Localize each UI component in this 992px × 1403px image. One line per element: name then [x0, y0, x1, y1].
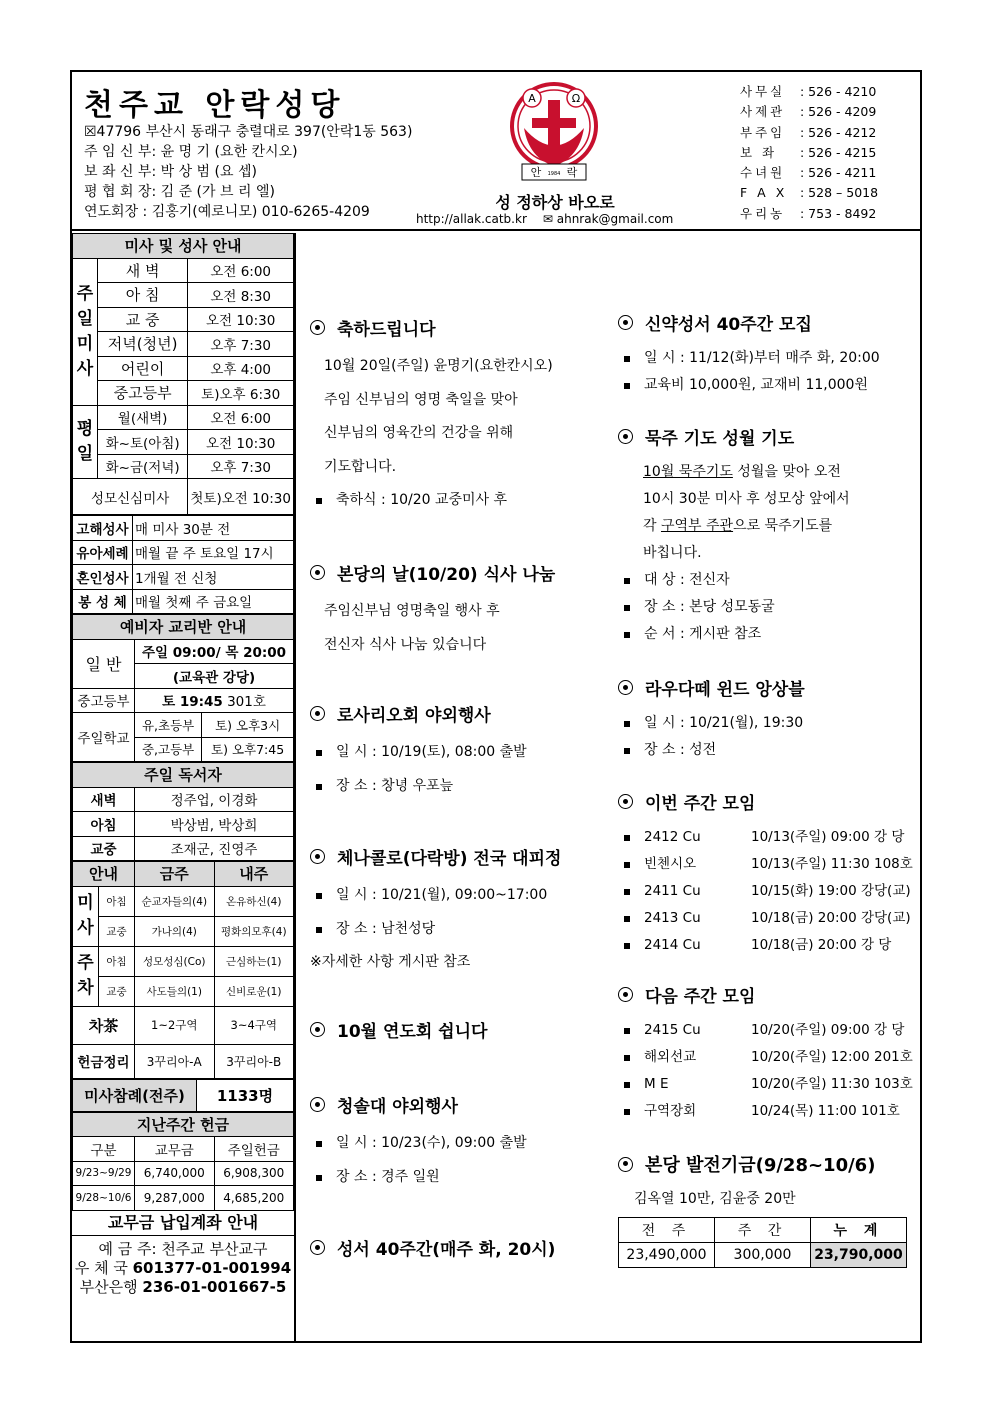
assistant-priest: 보 좌 신 부: 박 상 범 (요 셉)	[84, 164, 257, 180]
parish-title: 천주교 안락성당	[84, 88, 346, 123]
next-week-section: 다음 주간 모임 2415 Cu 10/20(주일) 09:00 강 당 해외선교 10/20(주일) 12:00 201호 M E 10/20(주일) 11:30 103호 구역장회 10/24(목) 11:00 101호	[618, 982, 914, 1125]
bullet-icon	[310, 849, 325, 864]
bullet-icon	[618, 794, 633, 809]
bullet-icon	[618, 315, 633, 330]
meal-section: 본당의 날(10/20) 식사 나눔 주임신부님 영명축일 행사 후 전신자 식사 나눔 있습니다	[310, 560, 555, 662]
header	[72, 72, 920, 231]
parish-info	[84, 122, 412, 222]
sacrament-table: 고해성사 매 미사 30분 전 유아세례 매월 끝 주 토요일 17시 혼인성사 1개월 전 신청 봉 성 체 매월 첫째 주 금요일	[72, 515, 294, 614]
congrats-section: 축하드립니다 10월 20일(주일) 윤명기(요한칸시오) 주임 신부님의 영명 축일을 맞아 신부님의 영육간의 건강을 위해 기도합니다. 축하식 : 10/20 교중미사 후	[310, 315, 553, 518]
account-info: 교무금 납입계좌 안내 예 금 주: 천주교 부산교구 우 체 국 601377-01-001994 부산은행 236-01-001667-5	[72, 1211, 294, 1297]
phone-list: 사무실 : 526 - 4210 사제관 : 526 - 4209 부주임 : 526 - 4212 보 좌 : 526 - 4215 수녀원 : 526 - 4211 F A X : 528 – 5018 우리농 : 753 - 8492	[740, 84, 879, 221]
yeondo-leader: 연도회장 : 김홍기(예로니모) 010-6265-4209	[84, 204, 370, 220]
mass-schedule-table: 미사 및 성사 안내 주일미사 새 벽 오전 6:00 아 침 오전 8:30 교 중 오전 10:30 저녁(청년) 오후 7:30 어린이 오후 4:00 중고등부 토)오후 6:30 평일 월(새벽) 오전 6:00 화~토(아침) 오전 10:30 화~금(저녁) 오후 7:30 성모신심미사 첫토)오전 10:30	[72, 233, 294, 515]
logo-year: 1984	[547, 171, 561, 177]
readers-table: 주일 독서자 새벽 정주업, 이경화 아침 박상범, 박상희 교중 조재군, 진영주	[72, 762, 294, 861]
bullet-icon	[618, 987, 633, 1002]
youth-section: 청솔대 야외행사 일 시 : 10/23(수), 09:00 출발 장 소 : 경주 일원	[310, 1092, 527, 1194]
this-week-section: 이번 주간 모임 2412 Cu 10/13(주일) 09:00 강 당 빈첸시오 10/13(주일) 11:30 108호 2411 Cu 10/15(화) 19:00 강당(교) 2413 Cu 10/18(금) 20:00 강당(교) 2414 Cu 10/18(금) 20:00 강 당	[618, 789, 914, 959]
rosary-section: 로사리오회 야외행사 일 시 : 10/19(토), 08:00 출발 장 소 : 창녕 우포늪	[310, 701, 527, 803]
pastor: 주 임 신 부: 윤 명 기 (요한 칸시오)	[84, 144, 298, 160]
bullet-icon	[618, 429, 633, 444]
offering-table: 지난주간 헌금 구분 교무금 주일헌금 9/23~9/29 6,740,000 6,908,300 9/28~10/6 9,287,000 4,685,200	[72, 1112, 294, 1211]
duty-table: 안내 금주 내주 미사 아침 순교자들의(4) 온유하신(4) 교중 가나의(4) 평화의모후(4) 주차 아침 성모성심(Co) 근심하는(1) 교중 사도들의(1) 신비로운(1) 차茶 1~2구역 3~4구역 헌금정리 3꾸리아-A 3꾸리아-B	[72, 861, 294, 1079]
bible-section: 성서 40주간(매주 화, 20시)	[310, 1235, 555, 1270]
website-link[interactable]: http://allak.catb.kr	[416, 212, 527, 226]
sidebar	[72, 233, 296, 1341]
bullet-icon	[310, 706, 325, 721]
logo-right-text: 락	[566, 166, 578, 179]
bullet-icon	[310, 1097, 325, 1112]
email-link[interactable]: ✉ ahnrak@gmail.com	[542, 212, 674, 226]
bulletin-frame	[70, 70, 922, 1343]
rosary-month-section: 묵주 기도 성월 기도 10월 묵주기도 성월을 맞아 오전 10시 30분 미사 후 성모상 앞에서 각 구역부 주관으로 묵주기도를 바칩니다. 대 상 : 전신자 장 소 : 본당 성모동굴 순 서 : 게시판 참조	[618, 424, 850, 648]
attendance-table: 미사참례(전주) 1133명	[72, 1079, 294, 1112]
main-content	[298, 233, 920, 1341]
bullet-icon	[618, 1157, 633, 1172]
cenacle-section: 체나콜로(다락방) 전국 대피정 일 시 : 10/21(월), 09:00~17:00 장 소 : 남천성당 ※자세한 사항 게시판 참조	[310, 849, 562, 970]
patron-saint: 성 정하상 바오로	[495, 193, 615, 212]
bullet-icon	[310, 1240, 325, 1255]
bullet-icon	[618, 680, 633, 695]
bullet-icon	[310, 1022, 325, 1037]
catechumen-table: 예비자 교리반 안내 일 반 주일 09:00/ 목 20:00 (교육관 강당) 중고등부 토 19:45 301호 주일학교 유,초등부 토) 오후3시 중,고등부 토) 오후7:45	[72, 614, 294, 762]
yeondo-section: 10월 연도회 쉽니다	[310, 1017, 487, 1052]
bullet-icon	[310, 320, 325, 335]
logo-omega: Ω	[571, 92, 581, 105]
fund-table: 전 주 주 간 누 계 23,490,000 300,000 23,790,000	[618, 1217, 907, 1268]
address: ☒47796 부산시 동래구 충렬대로 397(안락1동 563)	[84, 124, 413, 140]
nt-section: 신약성서 40주간 모집 일 시 : 11/12(화)부터 매주 화, 20:00 교육비 10,000원, 교재비 11,000원	[618, 310, 880, 399]
parish-logo-icon	[504, 78, 604, 188]
fund-section: 본당 발전기금(9/28~10/6) 김옥열 10만, 김윤중 20만 전 주 주 간 누 계 23,490,000 300,000 23,790,000	[618, 1151, 907, 1268]
logo-alpha: A	[528, 92, 536, 105]
logo-left-text: 안	[530, 166, 542, 179]
council-president: 평 협 회 장: 김 준 (가 브 리 엘)	[84, 184, 275, 200]
bullet-icon	[310, 565, 325, 580]
laudate-section: 라우다떼 윈드 앙상블 일 시 : 10/21(월), 19:30 장 소 : 성전	[618, 675, 805, 764]
